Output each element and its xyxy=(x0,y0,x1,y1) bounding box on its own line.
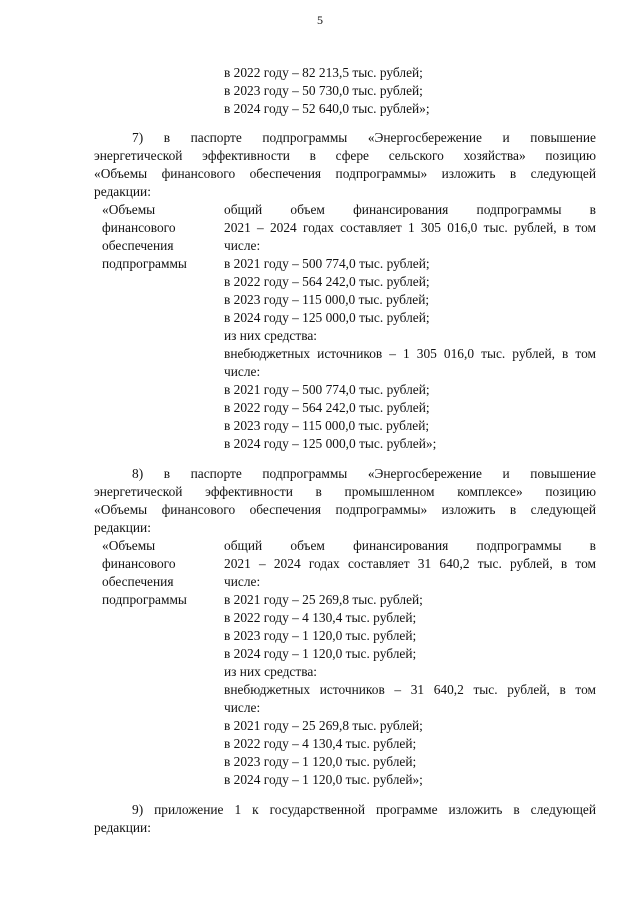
value-line: в 2021 году – 25 269,8 тыс. рублей; xyxy=(224,718,423,733)
intro-list xyxy=(94,64,596,118)
label-line: обеспечения xyxy=(102,238,174,253)
paragraph-line: энергетической эффективности в сфере сельского хозяйства» позицию xyxy=(94,148,596,163)
intro-line: в 2023 году – 50 730,0 тыс. рублей; xyxy=(224,83,423,98)
page-number: 5 xyxy=(317,13,323,27)
value-line: внебюджетных источников – 31 640,2 тыс. рублей, в том xyxy=(224,682,596,697)
paragraph-line: редакции: xyxy=(94,820,151,835)
paragraph-line: редакции: xyxy=(94,184,151,199)
label-line: обеспечения xyxy=(102,574,174,589)
label-line: финансового xyxy=(102,220,176,235)
value-line: в 2023 году – 1 120,0 тыс. рублей; xyxy=(224,628,417,643)
value-line: из них средства: xyxy=(224,664,318,679)
item-8-paragraph xyxy=(94,465,596,537)
paragraph-line: 8) в паспорте подпрограммы «Энергосбережение и повышение xyxy=(132,466,596,481)
funding-value-cell xyxy=(224,537,596,789)
label-line: финансового xyxy=(102,556,176,571)
value-line: общий объем финансирования подпрограммы в xyxy=(224,538,596,553)
paragraph-line: «Объемы финансового обеспечения подпрограммы» изложить в следующей xyxy=(94,502,596,517)
value-line: числе: xyxy=(224,574,261,589)
item-8-funding-table xyxy=(94,537,596,789)
value-line: в 2021 году – 500 774,0 тыс. рублей; xyxy=(224,256,430,271)
value-line: в 2023 году – 115 000,0 тыс. рублей; xyxy=(224,418,430,433)
funding-value-cell xyxy=(224,201,596,453)
item-7-paragraph xyxy=(94,129,596,201)
label-line: подпрограммы xyxy=(102,592,187,607)
funding-label-cell xyxy=(94,537,224,789)
value-line: в 2022 году – 4 130,4 тыс. рублей; xyxy=(224,736,417,751)
funding-label-cell xyxy=(94,201,224,453)
intro-line: в 2022 году – 82 213,5 тыс. рублей; xyxy=(224,65,423,80)
label-line: «Объемы xyxy=(102,202,156,217)
document-body xyxy=(94,64,596,837)
value-line: в 2021 году – 500 774,0 тыс. рублей; xyxy=(224,382,430,397)
paragraph-line: редакции: xyxy=(94,520,151,535)
paragraph-line: энергетической эффективности в промышленном комплексе» позицию xyxy=(94,484,596,499)
paragraph-line: 9) приложение 1 к государственной программе изложить в следующей xyxy=(132,802,596,817)
value-line: в 2022 году – 564 242,0 тыс. рублей; xyxy=(224,274,430,289)
value-line: в 2024 году – 125 000,0 тыс. рублей; xyxy=(224,310,430,325)
value-line: в 2024 году – 1 120,0 тыс. рублей»; xyxy=(224,772,423,787)
value-line: в 2021 году – 25 269,8 тыс. рублей; xyxy=(224,592,423,607)
value-line: 2021 – 2024 годах составляет 31 640,2 тыс. рублей, в том xyxy=(224,556,596,571)
value-line: в 2024 году – 125 000,0 тыс. рублей»; xyxy=(224,436,437,451)
paragraph-line: 7) в паспорте подпрограммы «Энергосбережение и повышение xyxy=(132,130,596,145)
label-line: «Объемы xyxy=(102,538,156,553)
item-9-paragraph xyxy=(94,801,596,837)
value-line: из них средства: xyxy=(224,328,318,343)
item-7-funding-table xyxy=(94,201,596,453)
value-line: числе: xyxy=(224,700,261,715)
value-line: числе: xyxy=(224,238,261,253)
intro-line: в 2024 году – 52 640,0 тыс. рублей»; xyxy=(224,101,430,116)
value-line: в 2022 году – 4 130,4 тыс. рублей; xyxy=(224,610,417,625)
paragraph-line: «Объемы финансового обеспечения подпрограммы» изложить в следующей xyxy=(94,166,596,181)
value-line: в 2022 году – 564 242,0 тыс. рублей; xyxy=(224,400,430,415)
value-line: 2021 – 2024 годах составляет 1 305 016,0 тыс. рублей, в том xyxy=(224,220,596,235)
value-line: общий объем финансирования подпрограммы в xyxy=(224,202,596,217)
value-line: в 2024 году – 1 120,0 тыс. рублей; xyxy=(224,646,417,661)
label-line: подпрограммы xyxy=(102,256,187,271)
value-line: числе: xyxy=(224,364,261,379)
value-line: в 2023 году – 115 000,0 тыс. рублей; xyxy=(224,292,430,307)
value-line: внебюджетных источников – 1 305 016,0 тыс. рублей, в том xyxy=(224,346,596,361)
value-line: в 2023 году – 1 120,0 тыс. рублей; xyxy=(224,754,417,769)
